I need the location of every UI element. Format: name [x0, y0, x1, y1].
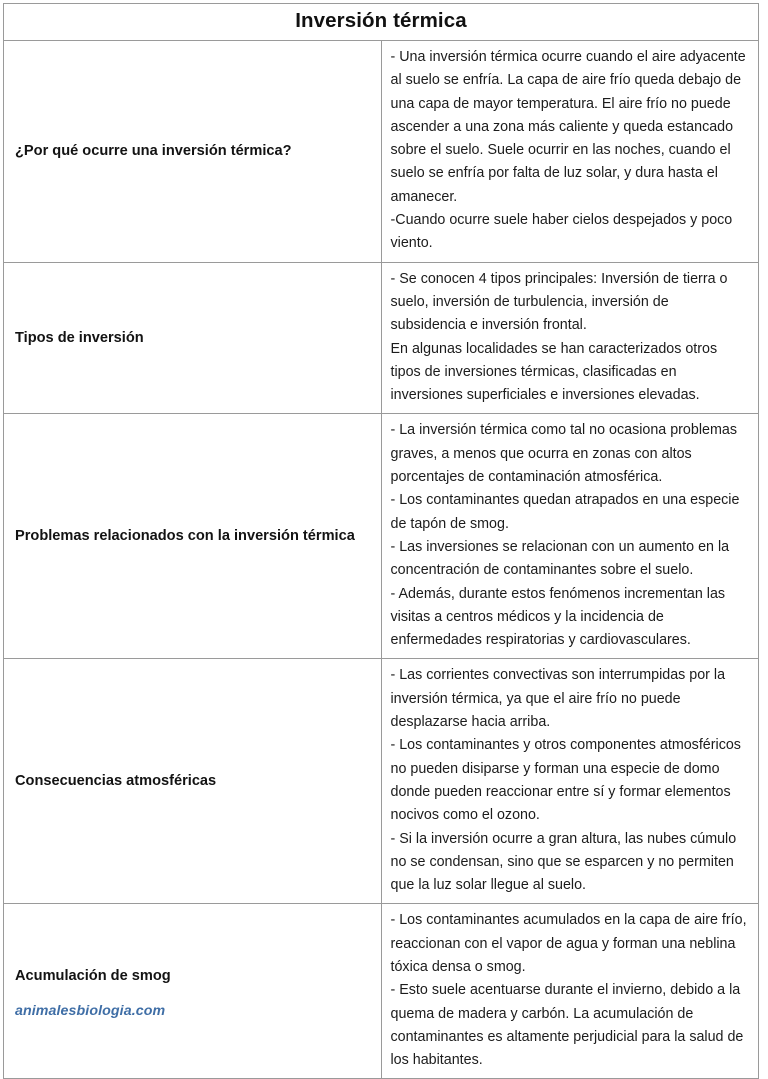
- row-label-text: Acumulación de smog: [15, 968, 171, 985]
- row-label-types: [4, 262, 382, 414]
- row-label-text: Problemas relacionados con la inversión térmica: [15, 527, 355, 544]
- table-row: [4, 41, 759, 263]
- table-row: [4, 659, 759, 904]
- row-content-types: [381, 262, 759, 414]
- content-paragraph: - Esto suele acentuarse durante el invierno, debido a la quema de madera y carbón. La acumulación de contaminantes es altamente perjudicial para la salud de los habitantes.: [390, 982, 744, 1069]
- content-paragraph: - La inversión térmica como tal no ocasiona problemas graves, a menos que ocurra en zonas con altos porcentajes de contaminación atmosférica.: [390, 422, 737, 486]
- content-paragraph: - Las corrientes convectivas son interrumpidas por la inversión térmica, ya que el aire frío no puede desplazarse hacia arriba.: [390, 667, 726, 731]
- row-content-problems: [381, 414, 759, 659]
- row-label-text: Tipos de inversión: [15, 329, 144, 346]
- row-label-smog: [4, 904, 382, 1079]
- table-row: [4, 904, 759, 1079]
- row-label-text: Consecuencias atmosféricas: [15, 772, 217, 789]
- row-content-why-occurs: [381, 41, 759, 263]
- row-label-text: ¿Por qué ocurre una inversión térmica?: [15, 142, 292, 159]
- table-row: [4, 414, 759, 659]
- row-content-smog: [381, 904, 759, 1079]
- thermal-inversion-table: [3, 3, 759, 1079]
- row-label-consequences: [4, 659, 382, 904]
- row-content-consequences: [381, 659, 759, 904]
- page-root: [0, 3, 768, 1069]
- content-paragraph: En algunas localidades se han caracterizados otros tipos de inversiones térmicas, clasificadas en inversiones superficiales e inversiones elevadas.: [390, 340, 718, 404]
- content-paragraph: - Las inversiones se relacionan con un aumento en la concentración de contaminantes sobre el suelo.: [390, 538, 730, 579]
- row-label-problems: [4, 414, 382, 659]
- content-paragraph: - Además, durante estos fenómenos incrementan las visitas a centros médicos y la incidencia de enfermedades respiratorias y cardiovasculares.: [390, 585, 726, 649]
- content-paragraph: - Los contaminantes quedan atrapados en una especie de tapón de smog.: [390, 492, 740, 532]
- page-title: Inversión térmica: [4, 4, 759, 41]
- content-paragraph: - Los contaminantes y otros componentes atmosféricos no pueden disiparse y forman una especie de domo donde pueden reaccionar entre sí y formar elementos nocivos como el ozono.: [390, 737, 741, 824]
- content-paragraph: - Se conocen 4 tipos principales: Inversión de tierra o suelo, inversión de turbulencia, inversión de subsidencia e inversión frontal.: [390, 270, 728, 334]
- content-paragraph: - Los contaminantes acumulados en la capa de aire frío, reaccionan con el vapor de agua y forman una neblina tóxica densa o smog.: [390, 912, 747, 975]
- content-paragraph: - Si la inversión ocurre a gran altura, las nubes cúmulo no se condensan, sino que se esparcen y no permiten que la luz solar llegue al suelo.: [390, 830, 737, 894]
- row-label-why-occurs: [4, 41, 382, 263]
- table-row: [4, 262, 759, 414]
- table-title-row: [4, 4, 759, 41]
- content-paragraph: -Cuando ocurre suele haber cielos despejados y poco viento.: [390, 212, 733, 252]
- site-watermark: animalesbiologia.com: [15, 1003, 166, 1020]
- content-paragraph: - Una inversión térmica ocurre cuando el aire adyacente al suelo se enfría. La capa de aire frío queda debajo de una capa de mayor temperatura. El aire frío no puede ascender a una zona más caliente y queda estancado sobre el suelo. Suele ocurrir en las noches, cuando el suelo se enfría por falta de luz solar, y dura hasta el amanecer.: [390, 49, 746, 205]
